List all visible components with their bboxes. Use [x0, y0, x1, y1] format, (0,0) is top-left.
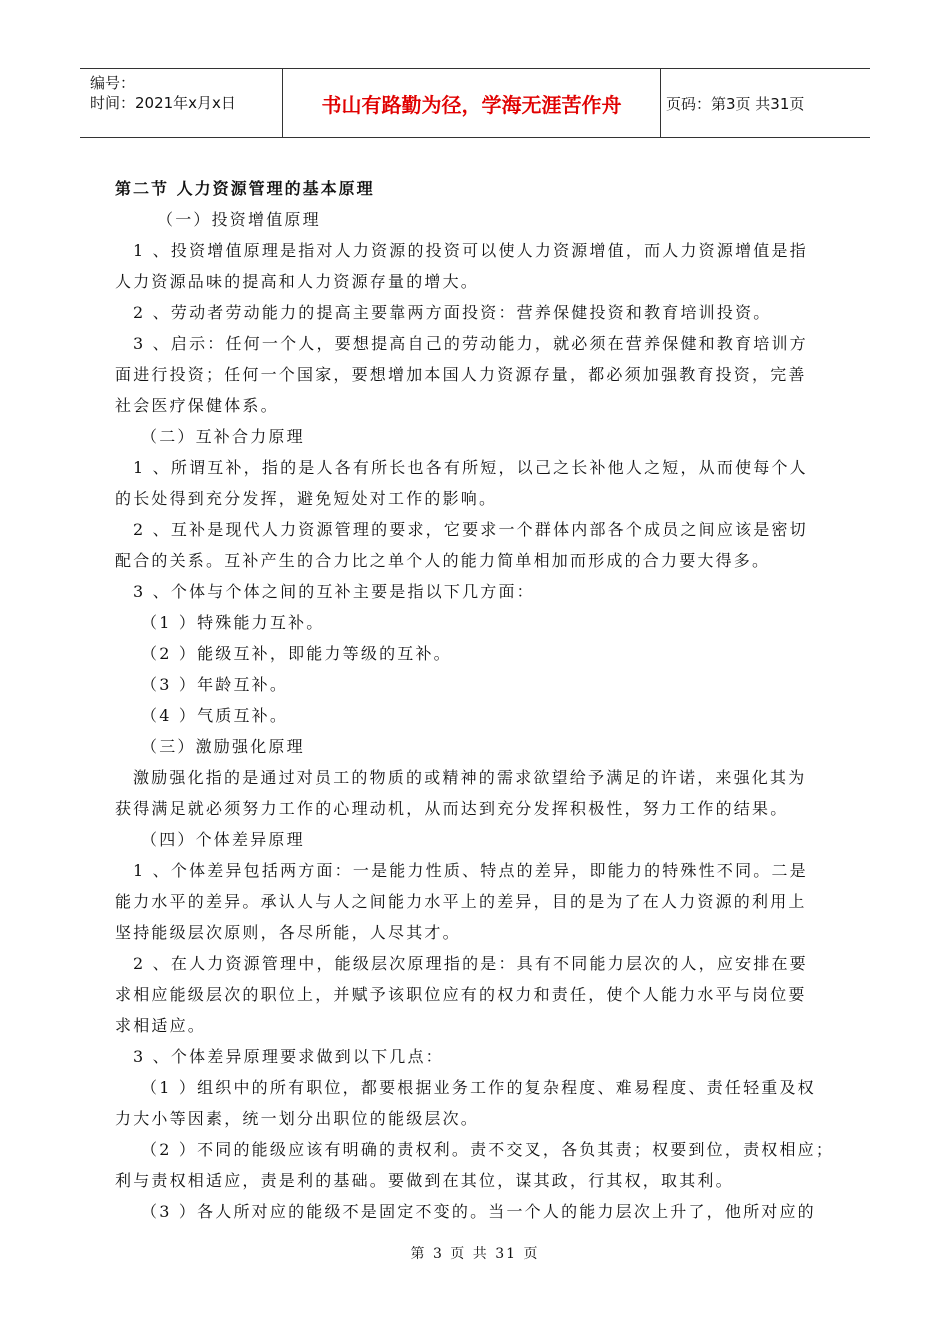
- paragraph-line: 1 、投资增值原理是指对人力资源的投资可以使人力资源增值，而人力资源增值是指: [133, 241, 808, 260]
- time-label: 时间：2021年x月x日: [90, 94, 236, 112]
- paragraph-line: 配合的关系。互补产生的合力比之单个人的能力简单相加而形成的合力要大得多。: [115, 551, 771, 570]
- paragraph-line: 1 、个体差异包括两方面：一是能力性质、特点的差异，即能力的特殊性不同。二是: [133, 861, 808, 880]
- list-item: （2 ）能级互补，即能力等级的互补。: [141, 644, 452, 663]
- paragraph-line: 3 、个体差异原理要求做到以下几点：: [133, 1047, 444, 1066]
- paragraph-line: 1 、所谓互补，指的是人各有所长也各有所短，以己之长补他人之短，从而使每个人: [133, 458, 808, 477]
- paragraph-line: 利与责权相适应，责是利的基础。要做到在其位，谋其政，行其权，取其利。: [115, 1171, 734, 1190]
- subheading: （二）互补合力原理: [141, 427, 305, 446]
- list-item: （1 ）组织中的所有职位，都要根据业务工作的复杂程度、难易程度、责任轻重及权: [141, 1078, 816, 1097]
- paragraph-line: 2 、在人力资源管理中，能级层次原理指的是：具有不同能力层次的人，应安排在要: [133, 954, 808, 973]
- paragraph-line: 社会医疗保健体系。: [115, 396, 279, 415]
- list-item: （3 ）各人所对应的能级不是固定不变的。当一个人的能力层次上升了，他所对应的: [141, 1202, 816, 1221]
- subheading: （三）激励强化原理: [141, 737, 305, 756]
- paragraph-line: 3 、启示：任何一个人，要想提高自己的劳动能力，就必须在营养保健和教育培训方: [133, 334, 808, 353]
- paragraph-line: 能力水平的差异。承认人与人之间能力水平上的差异，目的是为了在人力资源的利用上: [115, 892, 807, 911]
- paragraph-line: 求相应能级层次的职位上，并赋予该职位应有的权力和责任，使个人能力水平与岗位要: [115, 985, 807, 1004]
- paragraph-line: 激励强化指的是通过对员工的物质的或精神的需求欲望给予满足的许诺，来强化其为: [133, 768, 807, 787]
- paragraph-line: 人力资源品味的提高和人力资源存量的增大。: [115, 272, 480, 291]
- list-item: （2 ）不同的能级应该有明确的责权利。责不交叉，各负其责；权要到位，责权相应；: [141, 1140, 835, 1159]
- paragraph-line: 力大小等因素，统一划分出职位的能级层次。: [115, 1109, 480, 1128]
- list-item: （4 ）气质互补。: [141, 706, 289, 725]
- paragraph-line: 求相适应。: [115, 1016, 207, 1035]
- subheading: （四）个体差异原理: [141, 830, 305, 849]
- subheading: （一）投资增值原理: [157, 210, 321, 229]
- paragraph-line: 坚持能级层次原则，各尽所能，人尽其才。: [115, 923, 461, 942]
- paragraph-line: 面进行投资；任何一个国家，要想增加本国人力资源存量，都必须加强教育投资，完善: [115, 365, 807, 384]
- number-label: 编号：: [90, 74, 136, 92]
- section-title: 第二节 人力资源管理的基本原理: [115, 179, 375, 198]
- motto: 书山有路勤为径，学海无涯苦作舟: [282, 69, 661, 137]
- paragraph-line: 的长处得到充分发挥，避免短处对工作的影响。: [115, 489, 498, 508]
- document-body: [115, 173, 837, 1227]
- page-label: 页码：第3页 共31页: [666, 94, 805, 113]
- list-item: （3 ）年龄互补。: [141, 675, 289, 694]
- header-meta: [80, 69, 282, 137]
- paragraph-line: 2 、劳动者劳动能力的提高主要靠两方面投资：营养保健投资和教育培训投资。: [133, 303, 772, 322]
- page-header: [80, 68, 870, 138]
- page-footer: 第 3 页 共 31 页: [410, 1246, 540, 1262]
- paragraph-line: 3 、个体与个体之间的互补主要是指以下几方面：: [133, 582, 535, 601]
- paragraph-line: 获得满足就必须努力工作的心理动机，从而达到充分发挥积极性，努力工作的结果。: [115, 799, 789, 818]
- paragraph-line: 2 、互补是现代人力资源管理的要求，它要求一个群体内部各个成员之间应该是密切: [133, 520, 808, 539]
- list-item: （1 ）特殊能力互补。: [141, 613, 325, 632]
